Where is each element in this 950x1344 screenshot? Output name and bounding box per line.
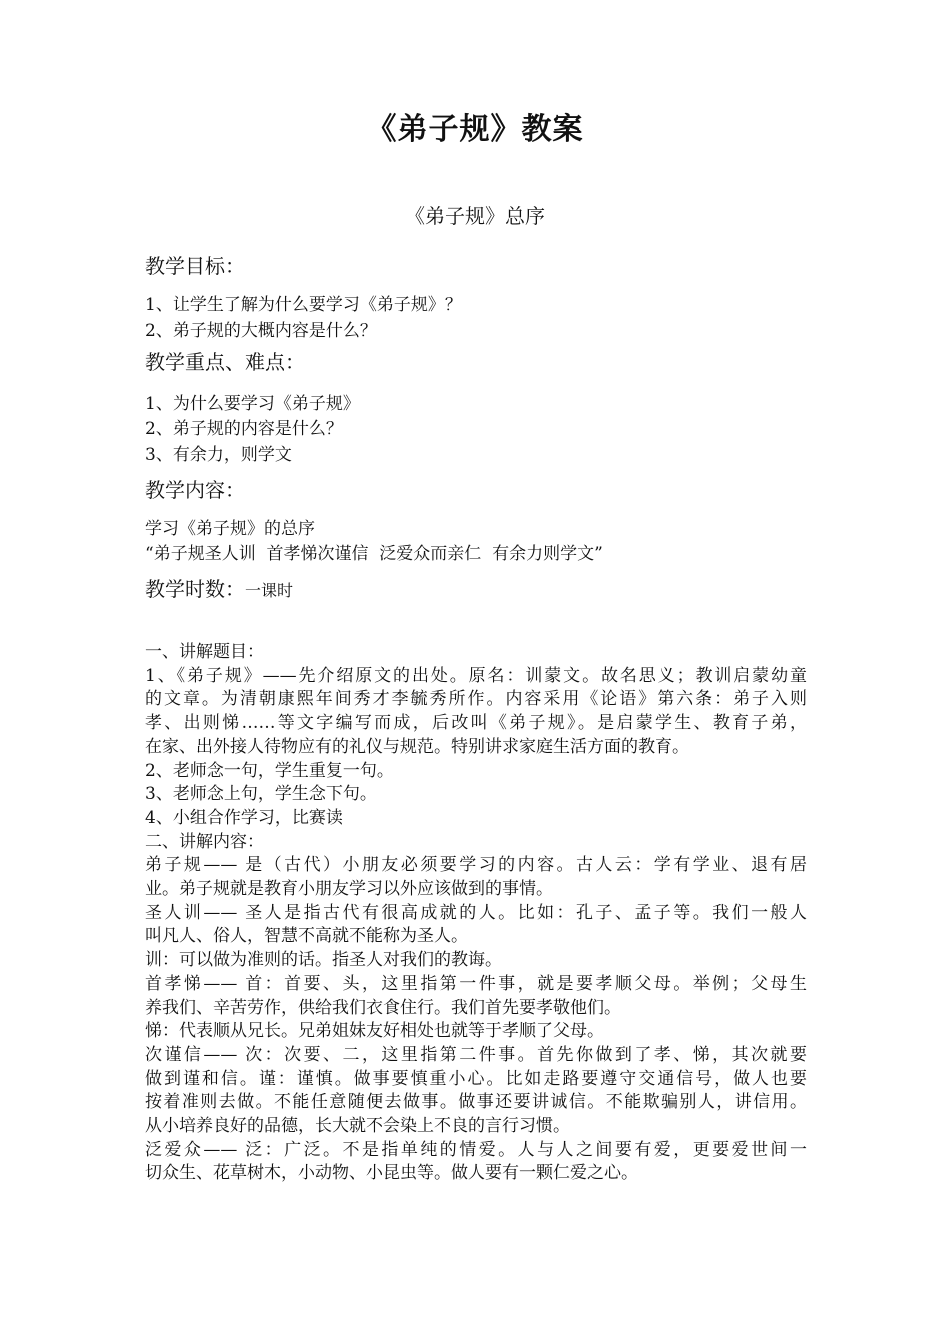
content-heading: 教学内容： [145,478,245,502]
body-line: 圣人训—— 圣人是指古代有很高成就的人。比如：孔子、孟子等。我们一般人 [145,903,807,923]
document-title: 《弟子规》教案 [366,112,584,147]
content-item: “弟子规圣人训 首孝悌次谨信 泛爱众而亲仁 有余力则学文” [145,544,603,564]
goals-heading: 教学目标： [145,254,245,278]
body-line: 次谨信—— 次：次要、二，这里指第二件事。首先你做到了孝、悌，其次就要 [145,1045,807,1065]
body-line: 业。弟子规就是教育小朋友学习以外应该做到的事情。 [145,879,553,899]
body-line: 首孝悌—— 首：首要、头，这里指第一件事，就是要孝顺父母。举例；父母生 [145,974,807,994]
document-subtitle: 《弟子规》总序 [405,204,545,228]
goal-item: 2、弟子规的大概内容是什么？ [145,321,377,341]
hours-heading: 教学时数： [145,577,245,601]
focus-item: 3、有余力，则学文 [145,445,292,465]
body-line: 一、讲解题目： [145,642,264,662]
body-line: 孝、出则悌……等文字编写而成，后改叫《弟子规》。是启蒙学生、教育子弟， [145,713,807,733]
body-line: 从小培养良好的品德，长大就不会染上不良的言行习惯。 [145,1116,570,1136]
body-line: 切众生、花草树木，小动物、小昆虫等。做人要有一颗仁爱之心。 [145,1163,638,1183]
body-line: 在家、出外接人待物应有的礼仪与规范。特别讲求家庭生活方面的教育。 [145,737,689,757]
body-line: 2、老师念一句，学生重复一句。 [145,761,394,781]
body-line: 4、小组合作学习，比赛读 [145,808,343,828]
focus-item: 1、为什么要学习《弟子规》 [145,394,360,414]
body-line: 的文章。为清朝康熙年间秀才李毓秀所作。内容采用《论语》第六条：弟子入则 [145,689,807,709]
focus-item: 2、弟子规的内容是什么？ [145,419,343,439]
focus-heading: 教学重点、难点： [145,350,305,374]
body-line: 3、老师念上句，学生念下句。 [145,784,377,804]
body-line: 养我们、辛苦劳作，供给我们衣食住行。我们首先要孝敬他们。 [145,998,621,1018]
body-line: 训：可以做为准则的话。指圣人对我们的教诲。 [145,950,502,970]
hours-value: 一课时 [245,581,294,600]
hours-row [145,573,293,602]
body-line: 按着准则去做。不能任意随便去做事。做事还要讲诚信。不能欺骗别人，讲信用。 [145,1092,807,1112]
body-line: 悌：代表顺从兄长。兄弟姐妹友好相处也就等于孝顺了父母。 [145,1021,604,1041]
body-line: 弟子规—— 是（古代）小朋友必须要学习的内容。古人云：学有学业、退有居 [145,855,807,875]
body-line: 二、讲解内容： [145,832,264,852]
body-line: 泛爱众—— 泛：广泛。不是指单纯的情爱。人与人之间要有爱，更要爱世间一 [145,1140,807,1160]
goal-item: 1、让学生了解为什么要学习《弟子规》？ [145,295,462,315]
body-line: 做到谨和信。谨：谨慎。做事要慎重小心。比如走路要遵守交通信号，做人也要 [145,1069,807,1089]
content-item: 学习《弟子规》的总序 [145,519,315,539]
body-line: 叫凡人、俗人，智慧不高就不能称为圣人。 [145,926,468,946]
body-line: 1、《弟子规》——先介绍原文的出处。原名：训蒙文。故名思义；教训启蒙幼童 [145,666,807,686]
